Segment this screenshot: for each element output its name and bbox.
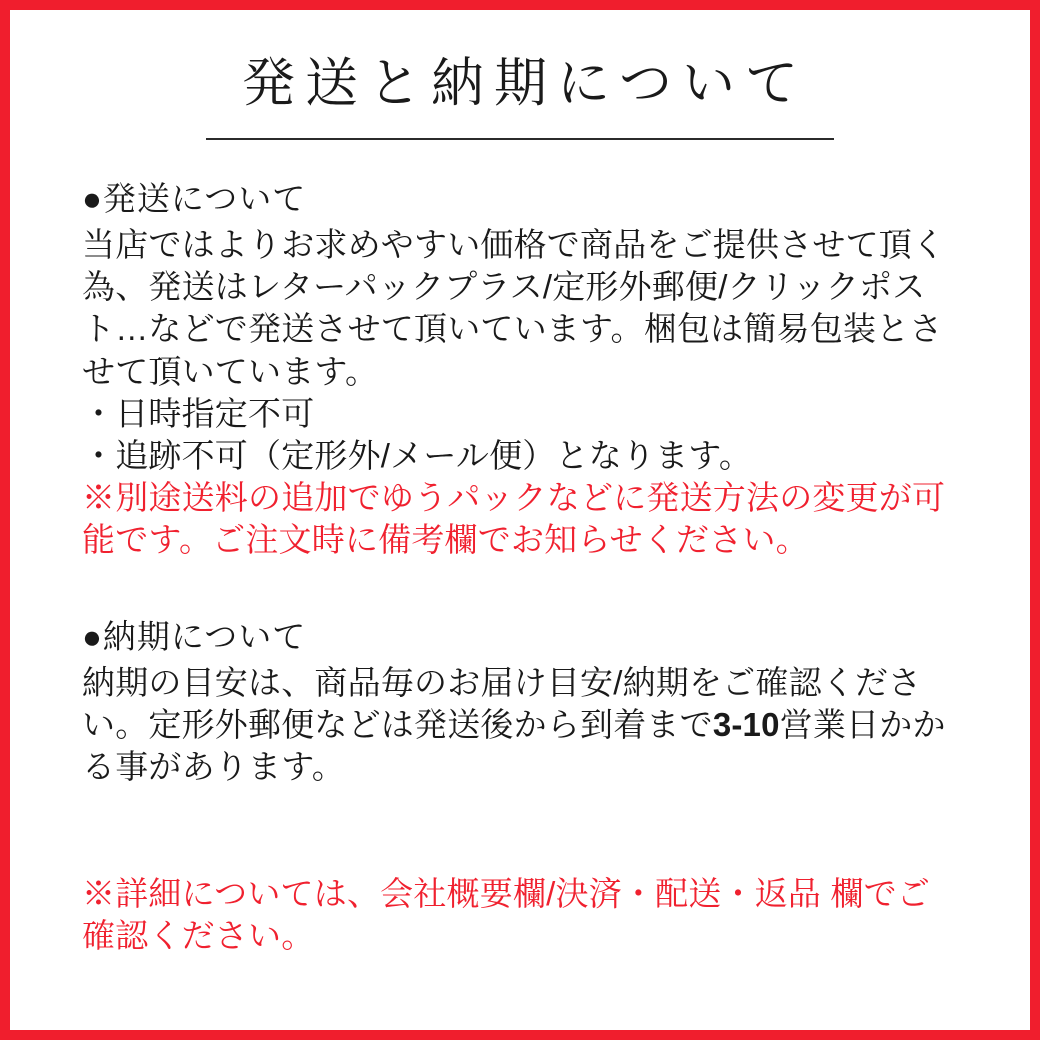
notice-content: [10, 10, 1030, 1030]
footer-notice: ※詳細については、会社概要欄/決済・配送・返品 欄でご確認ください。: [82, 874, 931, 954]
footer-spacer: [82, 789, 958, 873]
delivery-paragraph-part1: 納期の目安は、商品毎のお届け目安/納期をご確認ください。定形外郵便などは発送後から到着まで: [82, 663, 922, 744]
delivery-paragraph-part2: 営業日かかる事があります。: [82, 706, 946, 786]
page-title: 発送と納期について: [242, 54, 808, 113]
shipping-paragraph: 当店ではよりお求めやすい価格で商品をご提供させて頂く為、発送はレターパックプラス/定形外郵便/クリックポスト…などで発送させて頂いています。梱包は簡易包装とさせて頂いています。: [82, 225, 946, 390]
delivery-section-heading: ●納期について: [82, 617, 307, 655]
shipping-bullet-2: ・追跡不可（定形外/メール便）となります。: [82, 437, 753, 474]
notice-body: [82, 178, 958, 958]
delivery-paragraph: [82, 662, 958, 789]
shipping-section-heading: ●発送について: [82, 179, 307, 217]
title-divider: [206, 138, 834, 140]
section-spacer: [82, 562, 958, 616]
delivery-days-emphasis: 3-10: [712, 706, 780, 744]
shipping-bullet-1: ・日時指定不可: [82, 394, 315, 432]
shipping-notice: ※別途送料の追加でゆうパックなどに発送方法の変更が可能です。ご注文時に備考欄でお知らせください。: [82, 479, 946, 559]
